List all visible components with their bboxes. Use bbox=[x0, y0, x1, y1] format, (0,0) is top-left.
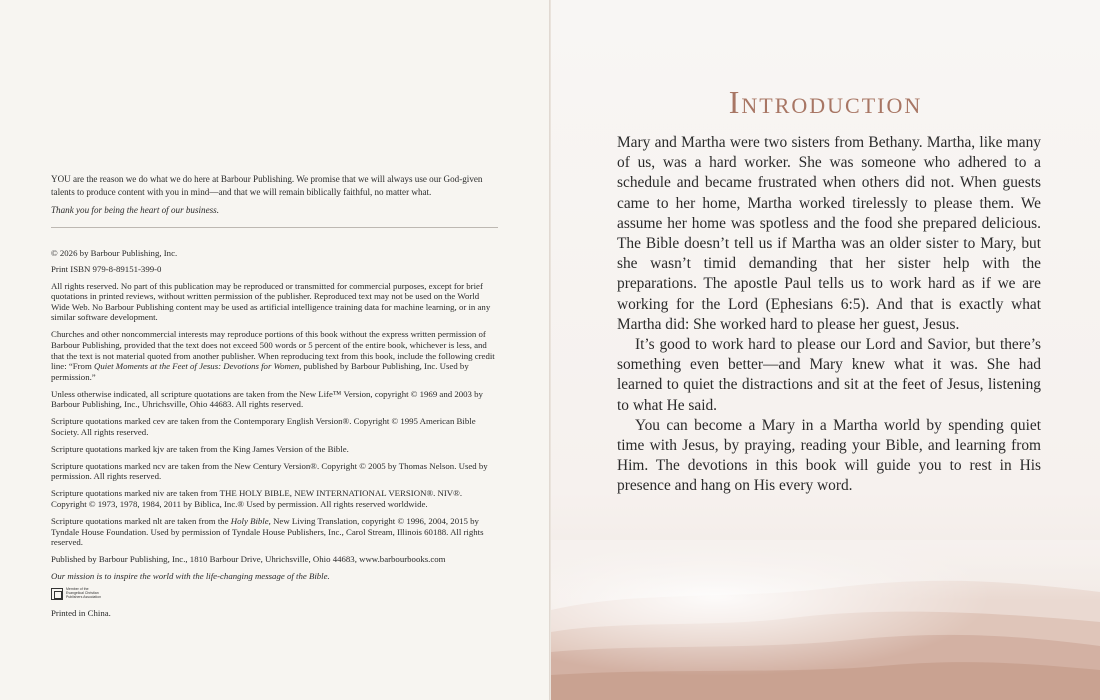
legal-notices bbox=[51, 248, 498, 625]
nlt-text-start: Scripture quotations marked nlt are taken from the bbox=[51, 516, 231, 526]
reproduction-paragraph bbox=[51, 329, 498, 382]
ecpa-logo bbox=[51, 588, 498, 600]
page-title: Introduction bbox=[728, 84, 923, 120]
isbn-line: Print ISBN 979-8-89151-399-0 bbox=[51, 263, 162, 274]
niv-notice: Scripture quotations marked niv are taken from THE HOLY BIBLE, NEW INTERNATIONAL VERSION®. NIV®. Copyright © 1973, 1978, 1984, 2011 by Biblica, Inc.® Used by permission. All rights reserved worldwide. bbox=[51, 488, 463, 510]
publisher-promise: YOU are the reason we do what we do here at Barbour Publishing. We promise that we will always use our God-given talents to produce content with you in mind—and that we will remain biblically faithful, no matter what. bbox=[51, 174, 483, 197]
nlt-notice bbox=[51, 516, 498, 548]
nlt-title: Holy Bible bbox=[230, 516, 269, 526]
reproduction-text-start: Churches and other noncommercial interests may reproduce portions of this book without the express written permission of Barbour Publishing, provided that the text does not exceed 500 words or 5 percent of the entire book, whichever is less, and that the text is not material quoted from another publisher. When reproducing text from this book, include the following credit line: “From bbox=[51, 329, 495, 372]
mission-text: Our mission is to inspire the world with the life-changing message of the Bible. bbox=[51, 571, 330, 582]
rights-paragraph: All rights reserved. No part of this publication may be reproduced or transmitted for commercial purposes, except for brief quotations in printed reviews, without written permission of the publisher. Reproduced text may not be used on the World Wide Web. No Barbour Publishing content may be used as artificial intelligence training data for machine learning, or in any similar software development. bbox=[51, 280, 491, 323]
misty-hills-illustration bbox=[551, 540, 1100, 700]
publisher-address: Published by Barbour Publishing, Inc., 1810 Barbour Drive, Uhrichsville, Ohio 44683, www.barbourbooks.com bbox=[51, 554, 446, 565]
ecpa-icon bbox=[51, 588, 63, 600]
copyright-line: © 2026 by Barbour Publishing, Inc. bbox=[51, 248, 178, 258]
paragraph: It’s good to work hard to please our Lord and Savior, but there’s something even better—and Mary knew what it was. She had learned to quiet the distractions and sit at the feet of Jesus, listening to what He said. bbox=[617, 336, 1041, 414]
publisher-note bbox=[51, 173, 498, 235]
paragraph: You can become a Mary in a Martha world by spending quiet time with Jesus, by praying, reading your Bible, and learning from Him. The devotions in this book will guide you to rest in His presence and hang on His every word. bbox=[617, 416, 1041, 495]
introduction-text bbox=[617, 133, 1041, 497]
copyright-page bbox=[0, 0, 549, 700]
ncv-notice: Scripture quotations marked ncv are taken from the New Century Version®. Copyright © 2005 by Thomas Nelson. Used by permission. All rights reserved. bbox=[51, 460, 488, 482]
ecpa-text bbox=[66, 588, 101, 599]
ecpa-line: Member of the bbox=[66, 587, 89, 592]
introduction-page bbox=[551, 0, 1100, 700]
nlt-text-end: , New Living Translation, copyright © 1996, 2004, 2015 by Tyndale House Foundation. Used by permission of Tyndale House Publishers, Inc., Carol Stream, Illinois 60188. All rights reserved. bbox=[51, 516, 484, 548]
kjv-notice: Scripture quotations marked kjv are taken from the King James Version of the Bible. bbox=[51, 443, 349, 454]
ecpa-line: Evangelical Christian bbox=[66, 591, 99, 596]
thanks-line: Thank you for being the heart of our business. bbox=[51, 205, 219, 215]
book-title: Quiet Moments at the Feet of Jesus: Devotions for Women bbox=[94, 361, 300, 372]
reproduction-text-end: , published by Barbour Publishing, Inc. Used by permission.” bbox=[51, 361, 469, 382]
nlv-notice: Unless otherwise indicated, all scripture quotations are taken from the New Life™ Version, copyright © 1969 and 2003 by Barbour Publishing, Inc., Uhrichsville, Ohio 44683. All rights reserved. bbox=[51, 388, 483, 410]
paragraph: Mary and Martha were two sisters from Bethany. Martha, like many of us, was a hard worker. She was someone who adhered to a schedule and became frustrated when others did not. When guests came to her home, Martha worked tirelessly to please them. We assume her home was spotless and the food she prepared delicious. The Bible doesn’t tell us if Martha was an older sister to Mary, but she wasn’t timid demanding that her sister help with the preparations. The apostle Paul tells us to work hard as if we are working for the Lord (Ephesians 6:5). And that is exactly what Martha did: She worked hard to please her guest, Jesus. bbox=[617, 134, 1041, 333]
divider bbox=[51, 227, 498, 228]
mission-statement bbox=[51, 571, 498, 582]
cev-notice: Scripture quotations marked cev are taken from the Contemporary English Version®. Copyright © 1995 American Bible Society. All rights reserved. bbox=[51, 416, 476, 437]
printed-in: Printed in China. bbox=[51, 608, 111, 619]
ecpa-line: Publishers Association bbox=[66, 595, 102, 600]
